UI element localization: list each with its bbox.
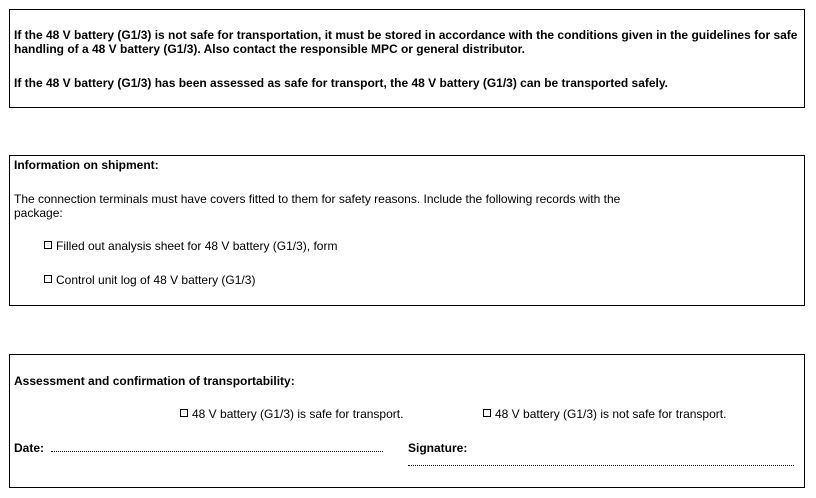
date-field-line[interactable] (51, 451, 383, 452)
shipment-information-box (9, 155, 805, 306)
option-not-safe-for-transport (483, 407, 726, 421)
checkbox-analysis-sheet[interactable] (44, 241, 52, 249)
assessment-heading: Assessment and confirmation of transportability: (14, 374, 295, 388)
unsafe-storage-paragraph: If the 48 V battery (G1/3) is not safe for transportation, it must be stored in accordance with the conditions given in the guidelines for safe handling of a 48 V battery (G1/3). Also contact the responsible MPC or general distributor. (14, 28, 798, 56)
record-item-analysis-sheet (44, 239, 337, 253)
shipment-heading: Information on shipment: (14, 158, 159, 172)
signature-field-line[interactable] (408, 465, 794, 466)
record-item-control-unit-log (44, 273, 255, 287)
assessment-confirmation-box (9, 354, 805, 488)
transport-safety-notice-box (9, 9, 805, 108)
signature-label: Signature: (408, 441, 468, 455)
safe-transport-paragraph: If the 48 V battery (G1/3) has been assessed as safe for transport, the 48 V battery (G1/3) can be transported safely. (14, 76, 669, 90)
date-label: Date: (14, 441, 45, 455)
record-item-label: Filled out analysis sheet for 48 V battery (G1/3), form (56, 239, 338, 253)
record-item-label: Control unit log of 48 V battery (G1/3) (56, 273, 256, 287)
option-label: 48 V battery (G1/3) is safe for transport. (192, 407, 404, 421)
shipment-instructions: The connection terminals must have covers fitted to them for safety reasons. Include the following records with the package: (14, 192, 621, 220)
checkbox-control-unit-log[interactable] (44, 275, 52, 283)
option-safe-for-transport (180, 407, 403, 421)
option-label: 48 V battery (G1/3) is not safe for transport. (495, 407, 727, 421)
checkbox-not-safe[interactable] (483, 409, 491, 417)
checkbox-safe[interactable] (180, 409, 188, 417)
